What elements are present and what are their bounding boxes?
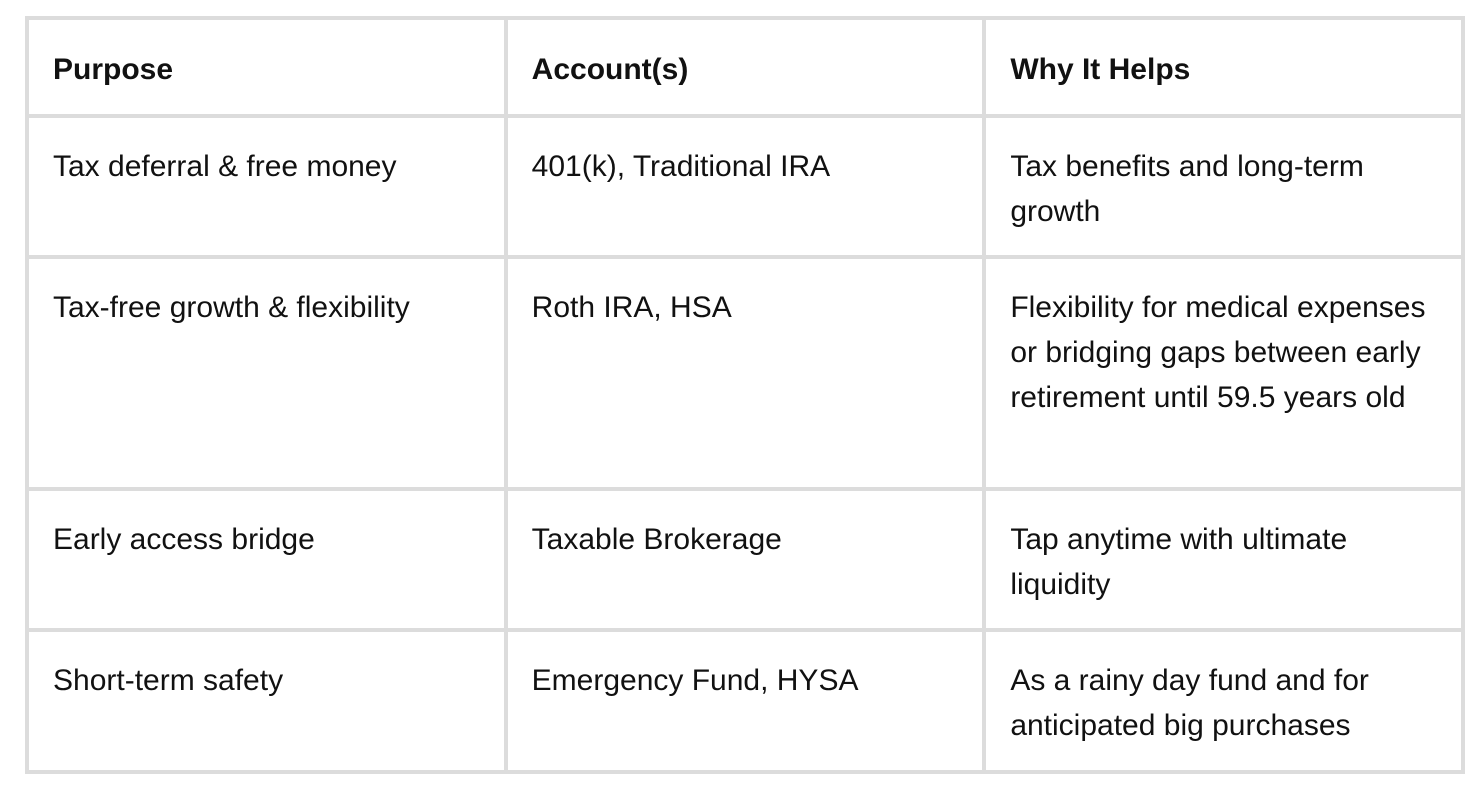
cell-accounts: Emergency Fund, HYSA [506,630,985,772]
table-row [27,489,1463,630]
cell-why-it-helps: Flexibility for medical expenses or bridging gaps between early retirement until 59.5 years old [984,257,1463,489]
cell-why-it-helps: As a rainy day fund and for anticipated big purchases [984,630,1463,772]
header-purpose: Purpose [27,18,506,116]
table-row [27,116,1463,257]
accounts-table-container [25,16,1465,774]
cell-why-it-helps: Tap anytime with ultimate liquidity [984,489,1463,630]
cell-purpose: Early access bridge [27,489,506,630]
table-row [27,257,1463,489]
header-why-it-helps: Why It Helps [984,18,1463,116]
cell-purpose: Tax deferral & free money [27,116,506,257]
accounts-table [25,16,1465,774]
header-accounts: Account(s) [506,18,985,116]
cell-accounts: 401(k), Traditional IRA [506,116,985,257]
cell-accounts: Roth IRA, HSA [506,257,985,489]
cell-purpose: Short-term safety [27,630,506,772]
cell-accounts: Taxable Brokerage [506,489,985,630]
table-header-row [27,18,1463,116]
cell-why-it-helps: Tax benefits and long-term growth [984,116,1463,257]
cell-purpose: Tax-free growth & flexibility [27,257,506,489]
table-row [27,630,1463,772]
